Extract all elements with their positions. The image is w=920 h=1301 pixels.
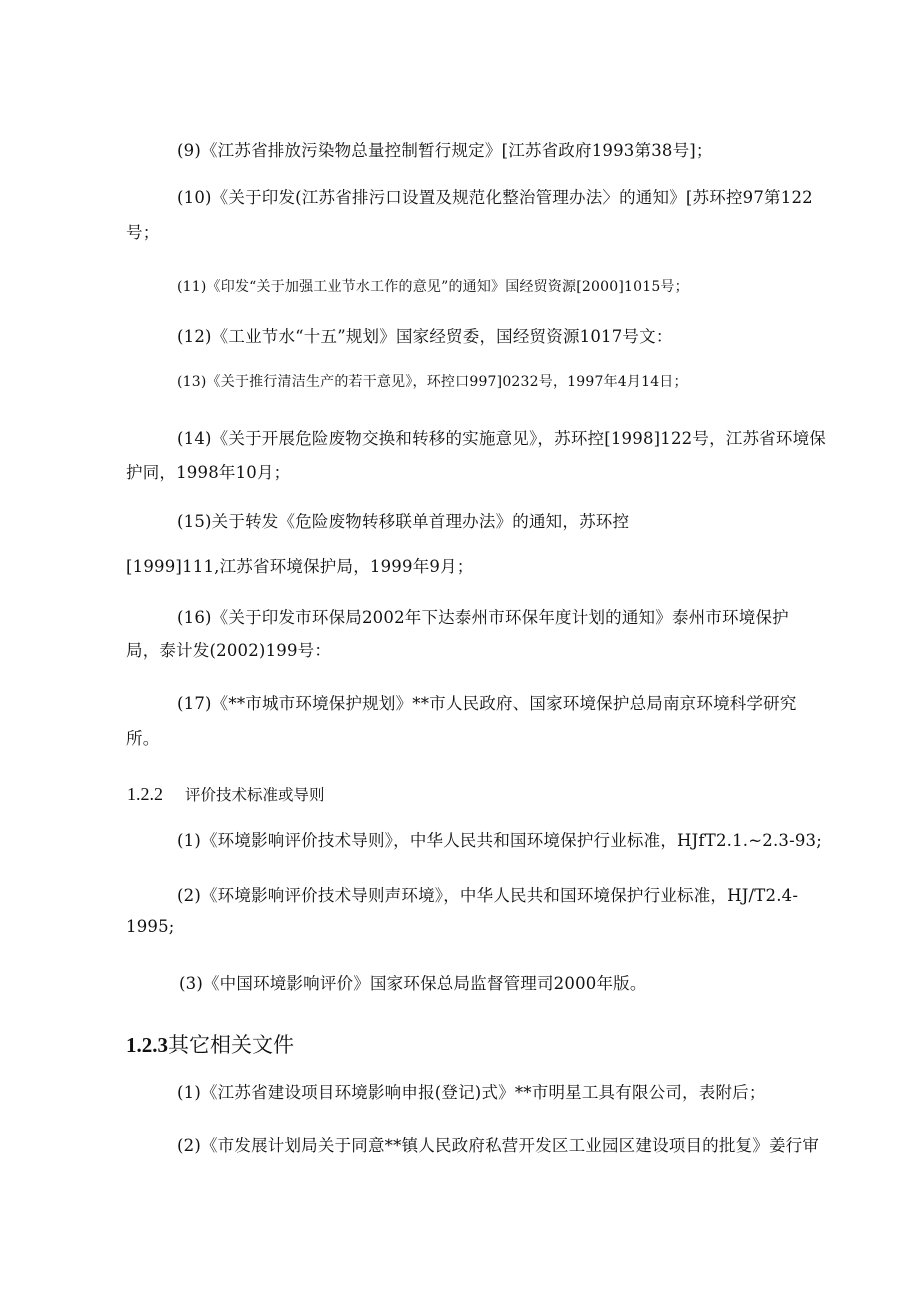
reference-item-continuation: 所。 [126,729,160,748]
reference-item: (14)《关于开展危险废物交换和转移的实施意见》，苏环控[1998]122号，江苏省环境保 [177,429,826,448]
reference-item: (17)《**市城市环境保护规划》**市人民政府、国家环境保护总局南京环境科学研究 [177,694,797,713]
reference-item: (11)《印发“关于加强工业节水工作的意见”的通知》国经贸资源[2000]1015号； [177,279,689,295]
reference-item: (2)《环境影响评价技术导则声环境》，中华人民共和国环境保护行业标准，HJ/T2.4- [177,886,799,905]
reference-item-continuation: 局，泰计发(2002)199号： [126,641,332,660]
section-title: 其它相关文件 [168,1033,294,1057]
reference-item-continuation: 护同，1998年10月； [126,463,291,482]
reference-item: (10)《关于印发(江苏省排污口设置及规范化整治管理办法〉的通知》[苏环控97第122 [177,188,813,207]
reference-item: (15)关于转发《危险废物转移联单首理办法》的通知，苏环控 [177,512,630,531]
reference-item: (16)《关于印发市环保局2002年下达泰州市环保年度计划的通知》泰州市环境保护 [177,608,789,627]
reference-item: (2)《市发展计划局关于同意**镇人民政府私营开发区工业园区建设项目的批复》姜行审 [177,1136,820,1155]
reference-item-continuation: [1999]111,江苏省环境保护局，1999年9月； [126,557,474,576]
reference-item-continuation: 1995; [126,917,175,936]
reference-item-continuation: 号； [126,223,160,242]
reference-item: (13)《关于推行清洁生产的若干意见》，环控口997]0232号，1997年4月14日； [177,374,688,390]
section-title: 评价技术标准或导则 [185,786,325,804]
reference-item: (12)《工业节水“十五”规划》国家经贸委，国经贸资源1017号文： [177,327,673,346]
section-heading-1-2-2 [127,783,325,805]
reference-item: (9)《江苏省排放污染物总量控制暂行规定》[江苏省政府1993第38号]； [177,141,713,160]
reference-item: (1)《环境影响评价技术导则》，中华人民共和国环境保护行业标准，HJfT2.1.~2.3-93; [177,831,823,850]
reference-item: (1)《江苏省建设项目环境影响申报(登记)式》**市明星工具有限公司，表附后； [177,1083,766,1102]
section-number: 1.2.2 [127,784,163,804]
reference-item: (3)《中国环境影响评价》国家环保总局监督管理司2000年版。 [179,974,647,993]
section-number: 1.2.3 [126,1033,168,1057]
section-heading-1-2-3 [126,1029,294,1059]
